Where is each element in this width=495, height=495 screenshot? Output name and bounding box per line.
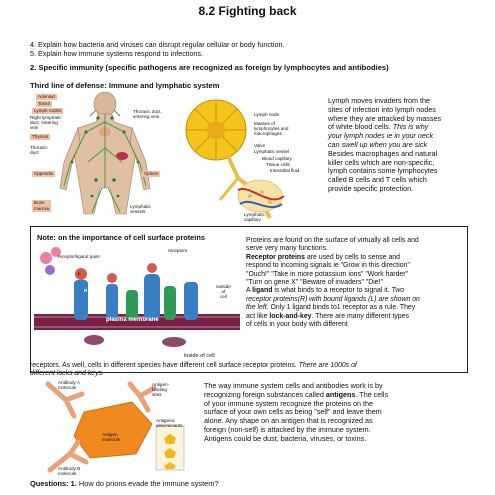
right-lymphatic-label: Right lymphatic duct, entering vein (30, 115, 62, 130)
lymph-paragraph: Lymph moves invaders from the sites of infection into lymph nodes where they are attacked by masses of white blood cells. This is why your lymph nodes ie in your neck can swell up when you are sick Besides macrophages and natural killer cells which are non-specific, lymph contains some lymphocytes called B cells and T cells which provide specific protection. (328, 96, 442, 193)
questions-line: Questions: 1. How do prions evade the immune system? (30, 479, 219, 488)
blood-capillary-label: Blood capillary (262, 156, 292, 161)
antigen-binding-label: Antigen- binding sites (152, 382, 170, 397)
inside-cell-label: inside of cell (184, 353, 215, 359)
bone-marrow-label: Bone marrow (34, 200, 50, 211)
antigen-molecule-label: Antigen molecule (102, 432, 121, 442)
lymph-node-illustration (180, 92, 320, 224)
lymphatic-vessels-label: Lymphatic vessels (130, 204, 151, 214)
section-heading: 2. Specific immunity (specific pathogens are recognized as foreign by lymphocytes and antibodies) (30, 63, 389, 72)
lymphatic-body-figure (30, 92, 180, 224)
thoracic-duct-label: Thoracic duct (30, 145, 48, 155)
objective-4: 4. Explain how bacteria and viruses can disrupt regular cellular or body function. (30, 40, 285, 49)
note-heading: Note: on the importance of cell surface proteins (37, 233, 205, 242)
spleen-label: Spleen (144, 171, 159, 176)
thymus-label: Thymus (32, 134, 49, 139)
receptor-r-label: R (84, 288, 88, 293)
receptor-paragraph-end: receptors. As well, cells in different species have different cell surface receptor proteins. There are 1000s of different locks and keys. (30, 362, 357, 378)
outside-cell-label: outside of cell (216, 284, 231, 299)
receptor-figure (34, 244, 240, 362)
third-line-heading: Third line of defense: Immune and lymphatic system (30, 81, 220, 90)
masses-label: Masses of lymphocytes and macrophages (254, 121, 289, 136)
adenoid-label: Adenoid (38, 94, 55, 99)
antigen-figure (44, 380, 194, 476)
receptors-label: receptors (168, 248, 188, 253)
page-title: 8.2 Fighting back (198, 4, 297, 18)
lymph-nodes-label: Lymph nodes (34, 108, 62, 113)
antigen-paragraph: The way immune system cells and antibodies work is by recognizing foreign substances called antigens. The cells of your immune system recognize the proteins on the surface of your own cells as being "self" and leave them alone. Any shape on an antigen that is recognized as foreign (non-self) is attacked by the immune system. Antigens could be dust, bacteria, viruses, or toxins. (204, 381, 389, 443)
receptor-ligand-pairs-label: receptor/ligand pairs (58, 254, 100, 259)
antigenic-determinants-label: Antigenic determinants (156, 418, 183, 428)
ligand-l-label: L (78, 271, 81, 276)
antigen-illustration (44, 380, 194, 476)
lymphatic-vessel-label: Lymphatic vessel (254, 149, 290, 154)
tonsil-label: Tonsil (38, 101, 50, 106)
tissue-cells-label: Tissue cells (266, 162, 290, 167)
appendix-label: Appendix (34, 171, 54, 176)
receptor-illustration (34, 244, 240, 362)
valve-label: Valve (254, 143, 266, 148)
receptor-paragraph: Proteins are found on the surface of virtually all cells and serve very many functions. Receptor proteins are used by cells to sense and respond to incoming signals ie "Grow in this direction" "Ouch!" "Take in more potassium ions" "Work harder" "Turn on gene X" "Beware of invaders" "Die!" A ligand is what binds to a receptor to signal it. Two receptor proteins(R) with bound ligands (L) are shown on the left. Only 1 ligand binds to1 receptor as a rule. They act like lock-and-key. There are many different types of cells in your body with different (246, 237, 420, 329)
lymphatic-capillary-label: Lymphatic capillary (244, 212, 265, 222)
antibody-b-label: Antibody B molecule (58, 466, 81, 476)
lymph-node-figure (180, 92, 320, 224)
interstitial-fluid-label: Interstitial fluid (270, 168, 300, 173)
objective-5: 5. Explain how immune systems respond to infections. (30, 49, 203, 58)
lymph-node-label: Lymph node (254, 112, 280, 117)
antibody-a-label: Antibody A molecule (58, 380, 80, 390)
thoracic-entering-label: Thoracic duct, entering vein (133, 109, 162, 119)
plasma-membrane-label: plasma membrane (106, 317, 159, 323)
